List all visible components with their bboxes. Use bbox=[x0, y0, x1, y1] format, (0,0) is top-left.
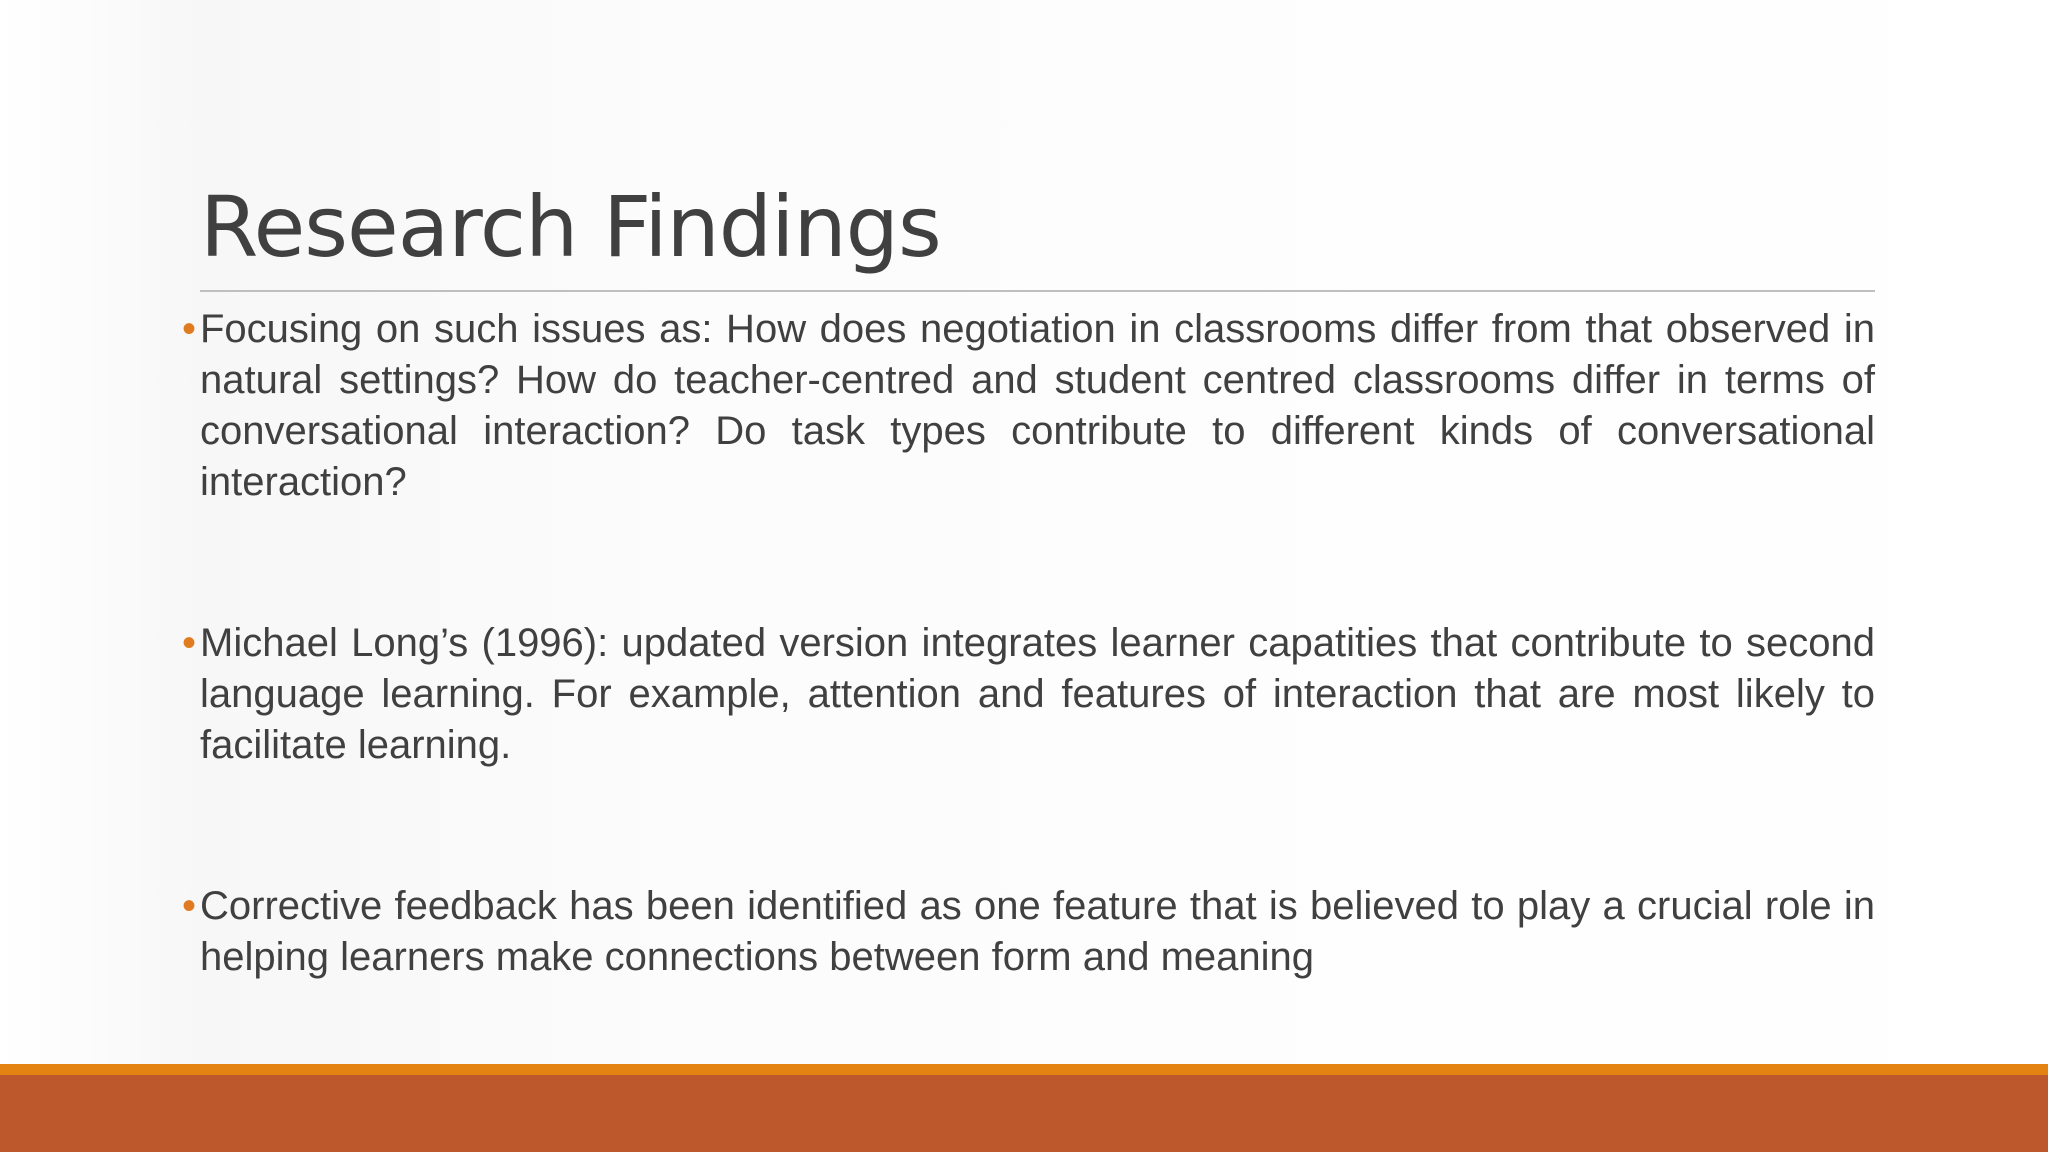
bullet-icon: • bbox=[182, 884, 197, 928]
bullet-list bbox=[182, 304, 1875, 983]
bullet-text: Focusing on such issues as: How does negotiation in classrooms differ from that observed in natural settings? How do teacher-centred and student centred classrooms differ in terms of conversational interaction? Do task types contribute to different kinds of conversational interaction? bbox=[200, 307, 1875, 504]
footer-stripe bbox=[0, 1064, 2048, 1075]
bullet-icon: • bbox=[182, 621, 197, 665]
bullet-text: Corrective feedback has been identified as one feature that is believed to play a crucial role in helping learners make connections between form and meaning bbox=[200, 884, 1875, 979]
title-divider bbox=[200, 290, 1875, 292]
bullet-icon: • bbox=[182, 307, 197, 351]
slide-title: Research Findings bbox=[200, 178, 941, 276]
bullet-item bbox=[182, 881, 1875, 983]
bullet-text: Michael Long’s (1996): updated version integrates learner capatities that contribute to second language learning. For example, attention and features of interaction that are most likely to facilitate learning. bbox=[200, 621, 1875, 767]
footer-band bbox=[0, 1075, 2048, 1152]
bullet-item bbox=[182, 618, 1875, 771]
bullet-item bbox=[182, 304, 1875, 508]
